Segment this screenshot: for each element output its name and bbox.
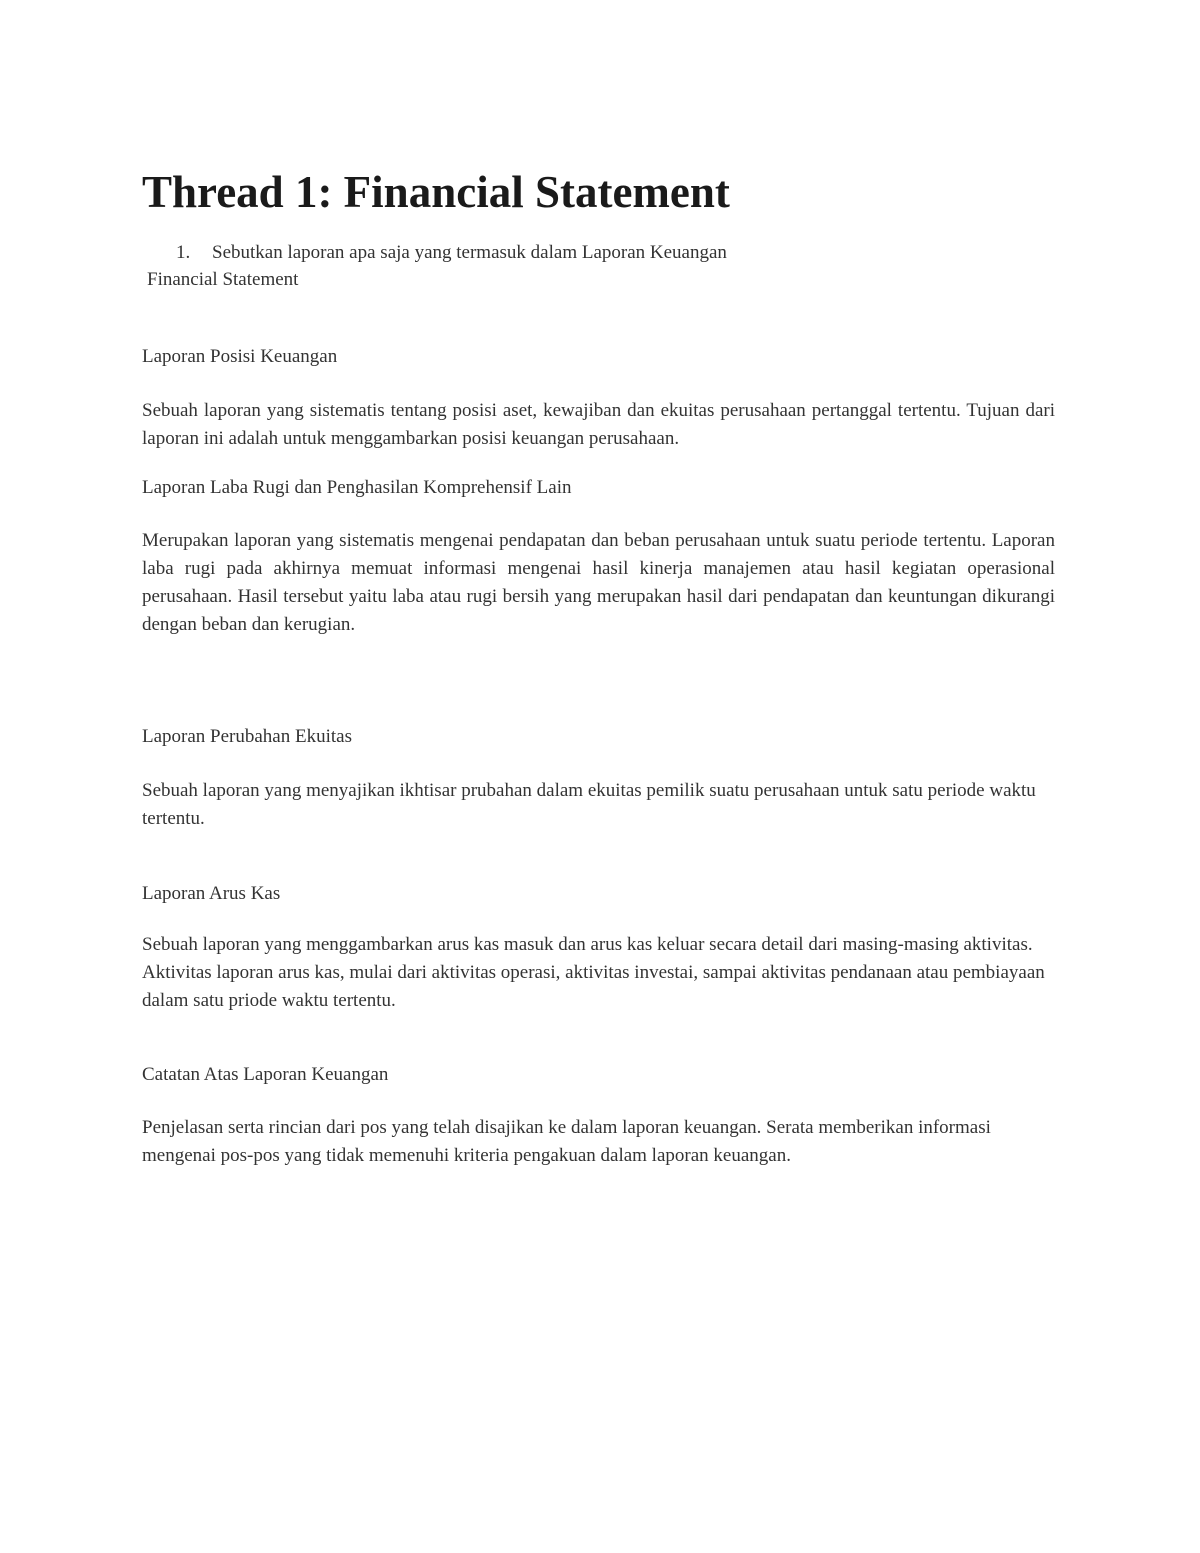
section-body-catatan: Penjelasan serta rincian dari pos yang telah disajikan ke dalam laporan keuangan. Serata memberikan informasi mengenai pos-pos yang tidak memenuhi kriteria pengakuan dalam laporan keuangan. xyxy=(142,1117,991,1166)
section-body-arus-kas: Sebuah laporan yang menggambarkan arus kas masuk dan arus kas keluar secara detail dari masing-masing aktivitas. Aktivitas laporan arus kas, mulai dari aktivitas operasi, aktivitas investai, sampai aktivitas pendanaan atau pembiayaan dalam satu priode waktu tertentu. xyxy=(142,934,1045,1011)
section-heading-laba-rugi: Laporan Laba Rugi dan Penghasilan Komprehensif Lain xyxy=(142,477,572,498)
question-item xyxy=(176,240,727,266)
section-heading-arus-kas: Laporan Arus Kas xyxy=(142,883,281,904)
section-heading-posisi-keuangan: Laporan Posisi Keuangan xyxy=(142,346,338,367)
section-body-posisi-keuangan: Sebuah laporan yang sistematis tentang posisi aset, kewajiban dan ekuitas perusahaan pertanggal tertentu. Tujuan dari laporan ini adalah untuk menggambarkan posisi keuangan perusahaan. xyxy=(142,400,1055,449)
document-title: Thread 1: Financial Statement xyxy=(142,167,730,217)
question-number: 1. xyxy=(176,242,191,263)
question-text: Sebutkan laporan apa saja yang termasuk dalam Laporan Keuangan xyxy=(212,242,727,263)
section-body-perubahan-ekuitas: Sebuah laporan yang menyajikan ikhtisar prubahan dalam ekuitas pemilik suatu perusahaan untuk satu periode waktu tertentu. xyxy=(142,780,1036,829)
section-heading-catatan: Catatan Atas Laporan Keuangan xyxy=(142,1064,389,1085)
section-heading-perubahan-ekuitas: Laporan Perubahan Ekuitas xyxy=(142,726,352,747)
section-body-laba-rugi: Merupakan laporan yang sistematis mengenai pendapatan dan beban perusahaan untuk suatu periode tertentu. Laporan laba rugi pada akhirnya memuat informasi mengenai hasil kinerja manajemen atau hasil kegiatan operasional perusahaan. Hasil tersebut yaitu laba atau rugi bersih yang merupakan hasil dari pendapatan dan keuntungan dikurangi dengan beban dan kerugian. xyxy=(142,530,1055,635)
question-subtext: Financial Statement xyxy=(147,269,299,290)
